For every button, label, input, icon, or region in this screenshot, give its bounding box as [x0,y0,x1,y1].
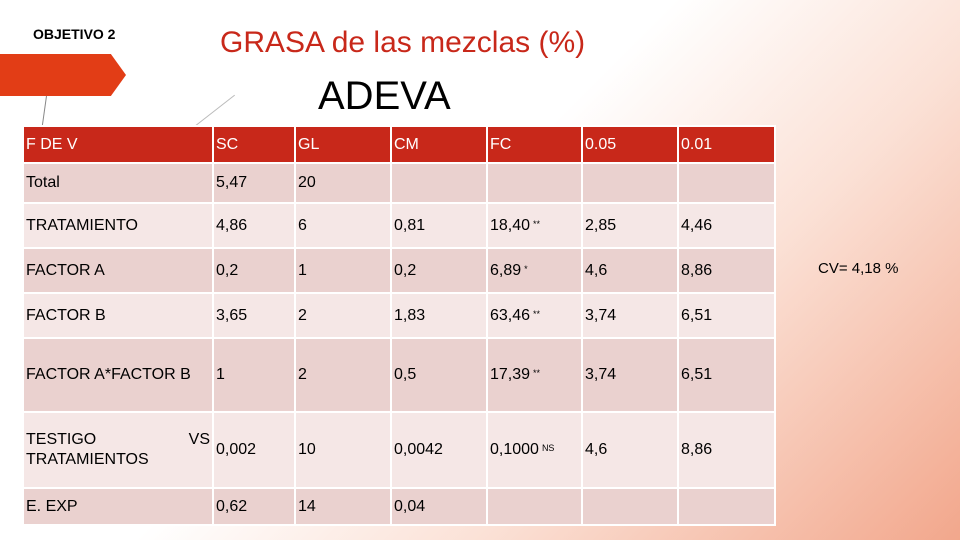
sc-cell: 0,002 [213,412,295,488]
table-row [23,248,775,293]
source-label-part: TESTIGO [26,431,97,448]
gl-cell: 14 [295,488,391,525]
p05-cell: 2,85 [582,203,678,248]
cm-cell [391,163,487,203]
sc-cell: 4,86 [213,203,295,248]
source-cell: Total [23,163,213,203]
gl-cell: 10 [295,412,391,488]
sc-cell: 5,47 [213,163,295,203]
significance-mark: NS [541,443,555,453]
p01-cell [678,488,775,525]
source-cell: FACTOR A [23,248,213,293]
fc-value: 0,1000 [490,441,539,458]
p05-cell: 4,6 [582,412,678,488]
fc-value: 63,46 [490,306,531,324]
table-row [23,488,775,525]
source-label-part: VS [188,431,210,448]
gl-cell: 6 [295,203,391,248]
fc-cell [487,338,582,412]
fc-cell [487,163,582,203]
source-cell: FACTOR A*FACTOR B [23,338,213,412]
fc-cell [487,293,582,338]
cm-cell: 1,83 [391,293,487,338]
p05-cell: 4,6 [582,248,678,293]
cm-cell: 0,0042 [391,412,487,488]
objective-label: OBJETIVO 2 [33,26,116,42]
slide-title: GRASA de las mezclas (%) [220,26,586,59]
cm-cell: 0,5 [391,338,487,412]
cm-cell: 0,04 [391,488,487,525]
p05-cell [582,163,678,203]
gl-cell: 2 [295,338,391,412]
sc-cell: 0,2 [213,248,295,293]
column-header: CM [391,126,487,163]
table-row [23,293,775,338]
fc-cell [487,248,582,293]
table-row [23,412,775,488]
fc-cell [487,412,582,488]
source-cell: FACTOR B [23,293,213,338]
p01-cell: 6,51 [678,338,775,412]
sc-cell: 1 [213,338,295,412]
column-header: 0.01 [678,126,775,163]
source-cell: E. EXP [23,488,213,525]
p01-cell: 8,86 [678,248,775,293]
significance-mark: * [524,263,528,274]
p01-cell: 8,86 [678,412,775,488]
cm-cell: 0,2 [391,248,487,293]
gl-cell: 1 [295,248,391,293]
arrow-shape-decoration [0,54,126,96]
gl-cell: 20 [295,163,391,203]
p05-cell: 3,74 [582,338,678,412]
cm-cell: 0,81 [391,203,487,248]
fc-value: 17,39 [490,366,531,383]
p05-cell: 3,74 [582,293,678,338]
source-label-part: TRATAMIENTOS [26,451,149,468]
fc-value: 18,40 [490,216,531,234]
significance-mark: ** [533,368,541,378]
p05-cell [582,488,678,525]
table-row [23,163,775,203]
p01-cell [678,163,775,203]
anova-table [22,125,776,526]
fc-value: 6,89 [490,261,522,279]
sc-cell: 0,62 [213,488,295,525]
source-cell [23,412,213,488]
column-header: 0.05 [582,126,678,163]
table-row [23,203,775,248]
cv-note: CV= 4,18 % [818,260,899,277]
source-cell: TRATAMIENTO [23,203,213,248]
p01-cell: 6,51 [678,293,775,338]
fc-cell [487,488,582,525]
decorative-line [195,95,235,127]
column-header: F DE V [23,126,213,163]
significance-mark: ** [533,308,541,319]
sc-cell: 3,65 [213,293,295,338]
column-header: FC [487,126,582,163]
column-header: GL [295,126,391,163]
table-header-row [23,126,775,163]
significance-mark: ** [533,218,541,229]
fc-cell [487,203,582,248]
p01-cell: 4,46 [678,203,775,248]
table-row [23,338,775,412]
column-header: SC [213,126,295,163]
gl-cell: 2 [295,293,391,338]
slide-subtitle: ADEVA [318,74,451,118]
